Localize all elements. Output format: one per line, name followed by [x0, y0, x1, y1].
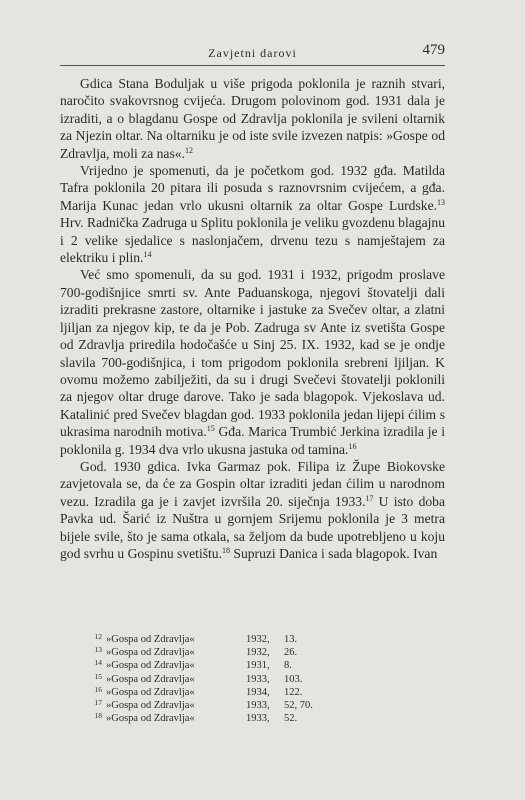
footnote-year: 1934, — [246, 686, 270, 698]
footnote — [88, 633, 388, 646]
footnote-ref: 13 — [437, 197, 445, 207]
footnotes — [88, 633, 388, 725]
footnote-ref: 18 — [222, 545, 230, 555]
footnote-pages: 103. — [284, 673, 303, 685]
running-title: Zavjetni darovi — [208, 46, 297, 60]
footnote-source: »Gospa od Zdravlja« — [106, 634, 195, 645]
footnote-number: 17 — [94, 698, 102, 708]
footnote-ref: 17 — [365, 493, 374, 503]
paragraph — [60, 458, 445, 562]
footnote-ref: 16 — [348, 441, 357, 451]
footnote-pages: 8. — [284, 660, 292, 672]
footnote-year: 1933, — [246, 713, 270, 725]
footnote-ref: 15 — [206, 424, 215, 434]
footnote-number: 18 — [94, 711, 102, 721]
footnote — [88, 686, 388, 699]
header-rule — [60, 65, 445, 66]
paragraph-text: Supruzi Danica i sada blagopok. Ivan — [230, 545, 438, 561]
footnote-ref: 12 — [184, 145, 193, 155]
paragraph — [60, 162, 445, 266]
footnote-pages: 26. — [284, 647, 298, 659]
footnote-year: 1933, — [246, 700, 270, 712]
footnote — [88, 712, 388, 725]
footnote-source: »Gospa od Zdravlja« — [106, 686, 195, 698]
paragraph — [60, 266, 445, 457]
footnote-year: 1932, — [246, 647, 270, 659]
paragraph — [60, 75, 445, 162]
footnote-pages: 13. — [284, 634, 298, 645]
footnote-year: 1932, — [246, 634, 270, 645]
footnote-number: 15 — [94, 671, 102, 681]
footnote-pages: 122. — [284, 686, 303, 698]
footnote-number: 14 — [94, 658, 102, 668]
paragraph-text: U isto doba Pavka ud. Šarić iz Nuštra u gornjem Srijemu poklonila je 3 metra bijele svile, što je sama otkala, sa željom da bude upotrebljeno u koju god svrhu u Gospinu svetištu. — [60, 493, 445, 561]
footnote — [88, 646, 388, 659]
footnote-source: »Gospa od Zdravlja« — [106, 673, 195, 685]
page-number: 479 — [422, 42, 445, 58]
footnote-source: »Gospa od Zdravlja« — [106, 713, 195, 725]
paragraph-text: Vrijedno je spomenuti, da je početkom god. 1932 gđa. Matilda Tafra poklonila 20 pitara ili posuda s raznovrsnim cvijećem, a gđa. Marija Kunac jedan vrlo ukusni oltarnik za oltar Gospe Lurdske. — [60, 163, 445, 213]
footnote-source: »Gospa od Zdravlja« — [106, 700, 195, 712]
page-header — [60, 42, 445, 62]
footnote-year: 1931, — [246, 660, 270, 672]
footnote-ref: 14 — [143, 250, 152, 260]
footnote-source: »Gospa od Zdravlja« — [106, 660, 195, 672]
paragraph-text: Gdica Stana Boduljak u više prigoda poklonila je raznih stvari, naročito svakovrsnog cvijeća. Drugom polovinom god. 1931 dala je izraditi, a o blagdanu Gospe od Zdravlja poklonila je svileni oltarnik za Njezin oltar. Na oltarniku je od iste svile izvezen natpis: »Gospe od Zdravlja, moli za nas«. — [60, 76, 445, 161]
footnote-year: 1933, — [246, 673, 270, 685]
footnote-number: 12 — [94, 632, 102, 641]
paragraph-text: Hrv. Radnička Zadruga u Splitu poklonila je veliku gvozdenu blagajnu i 2 velike sjedalice s naslonjačem, drvenu tezu s namještajem za elektriku i plin. — [60, 215, 445, 266]
paragraph-text: Gđa. Marica Trumbić Jerkina izradila je i poklonila g. 1934 dva vrlo ukusna jastuka od tamina. — [60, 424, 445, 457]
body-text — [60, 75, 445, 562]
footnote — [88, 659, 388, 672]
footnote-source: »Gospa od Zdravlja« — [106, 647, 195, 659]
footnote-number: 13 — [94, 645, 102, 655]
paragraph-text: God. 1930 gdica. Ivka Garmaz pok. Filipa iz Župe Biokovske zavjetovala se, da će za Gospin oltar izraditi jedan ćilim u narodnom vezu. Izradila ga je i zavjet izvršila 20. siječnja 1933. — [60, 458, 445, 509]
footnote-pages: 52. — [284, 713, 298, 725]
footnote-number: 16 — [94, 684, 102, 694]
footnote — [88, 673, 388, 686]
paragraph-text: Već smo spomenuli, da su god. 1931 i 1932, prigodm proslave 700-godišnjice smrti sv. Ante Paduanskoga, njegovi štovatelji dali izraditi prekrasne zastore, oltarnike i jastuke za Svečev oltar, a zlatni ljiljan za njegov kip, te da je Pob. Zadruga sv Ante iz svetišta Gospe od Zdravlja priredila hodočašće u Sinj 25. IX. 1932, kad se je ondje slavila 700-godišnjica, i tom prigodom poklonila srebreni ljiljan. K ovomu možemo zabilježiti, da su i drugi Svečevi štovatelji poklonili za njegov oltar druge darove. Tako je sada blagopok. Vjekoslava ud. Katalinić pred Svečev blagdan god. 1933 poklonila jedan lijepi ćilim s ukrasima narodnih motiva. — [60, 267, 445, 440]
footnote — [88, 699, 388, 712]
footnote-pages: 52, 70. — [284, 700, 313, 712]
